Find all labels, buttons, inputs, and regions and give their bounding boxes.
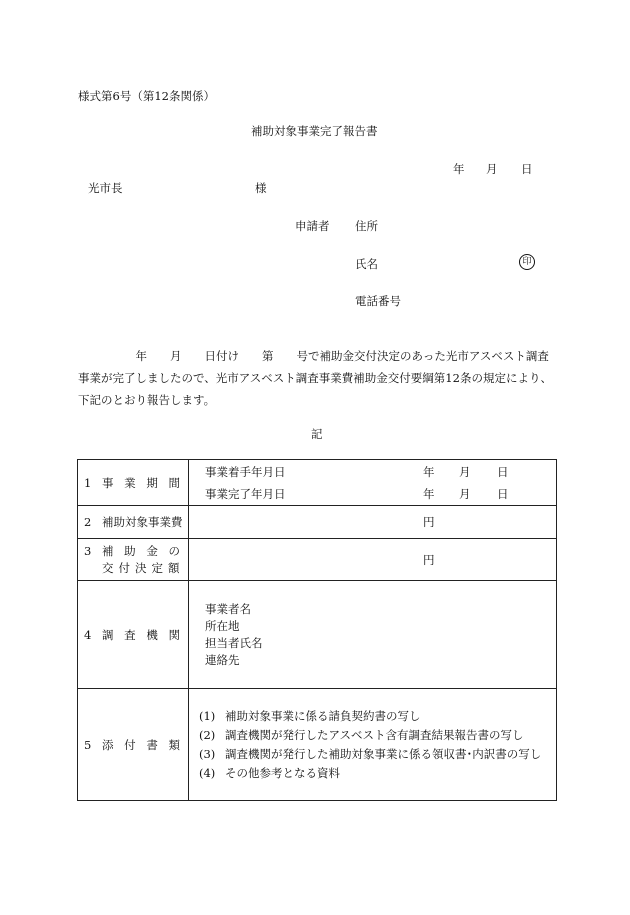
address-label: 住所 xyxy=(355,219,378,233)
inst-item-contact: 連絡先 xyxy=(205,652,240,667)
date-day: 日 xyxy=(521,162,533,176)
body-paragraph xyxy=(78,345,560,411)
attachment-item: (2) 調査機関が発行したアスベスト含有調査結果報告書の写し xyxy=(199,727,524,742)
inst-item-location: 所在地 xyxy=(205,618,240,633)
row1-label: 1 事 業 期 間 xyxy=(78,460,189,506)
ki-heading: 記 xyxy=(311,427,323,441)
cost-unit: 円 xyxy=(423,515,435,529)
date-year: 年 xyxy=(453,162,465,176)
form-number: 様式第6号（第12条関係） xyxy=(78,89,215,103)
name-label: 氏名 xyxy=(355,257,378,271)
body-line-1: 年 月 日付け 第 号で補助金交付決定のあった光市アスベスト調査 xyxy=(78,349,549,363)
table-row xyxy=(78,460,557,506)
addressee-name: 光市長 xyxy=(88,181,123,195)
row5-label: 5 添 付 書 類 xyxy=(78,689,189,801)
table-row xyxy=(78,689,557,801)
start-date-label: 事業着手年月日 xyxy=(205,464,286,479)
document-title: 補助対象事業完了報告書 xyxy=(251,124,378,138)
applicant-label: 申請者 xyxy=(295,219,330,233)
end-date-label: 事業完了年月日 xyxy=(205,486,286,501)
attachment-item: (4) その他参考となる資料 xyxy=(199,765,340,780)
row4-value xyxy=(189,581,557,689)
row2-label: 2 補助対象事業費 xyxy=(78,506,189,539)
row5-value xyxy=(189,689,557,801)
grant-unit: 円 xyxy=(423,552,435,567)
row2-value xyxy=(189,506,557,539)
row3-label: 3 補 助 金 の 交付決定額 xyxy=(78,539,189,581)
row1-value: 事業着手年月日 年 月 日 事業完了年月日 年 月 日 xyxy=(189,460,557,506)
inst-item-contact-person: 担当者氏名 xyxy=(205,635,263,650)
inst-item-business-name: 事業者名 xyxy=(205,601,251,616)
date-month: 月 xyxy=(486,162,498,176)
report-table xyxy=(77,459,557,801)
table-row xyxy=(78,539,557,581)
attachment-item: (3) 調査機関が発行した補助対象事業に係る領収書･内訳書の写し xyxy=(199,746,542,761)
phone-label: 電話番号 xyxy=(355,294,401,308)
addressee-honorific: 様 xyxy=(255,181,267,195)
row3-value xyxy=(189,539,557,581)
row4-label: 4 調 査 機 関 xyxy=(78,581,189,689)
attachment-item: (1) 補助対象事業に係る請負契約書の写し xyxy=(199,708,421,723)
body-line-2: 事業が完了しましたので、光市アスベスト調査事業費補助金交付要綱第12条の規定により、 xyxy=(78,371,552,385)
body-line-3: 下記のとおり報告します。 xyxy=(78,393,216,407)
table-row xyxy=(78,581,557,689)
table-row xyxy=(78,506,557,539)
seal-mark: 印 xyxy=(519,254,535,270)
